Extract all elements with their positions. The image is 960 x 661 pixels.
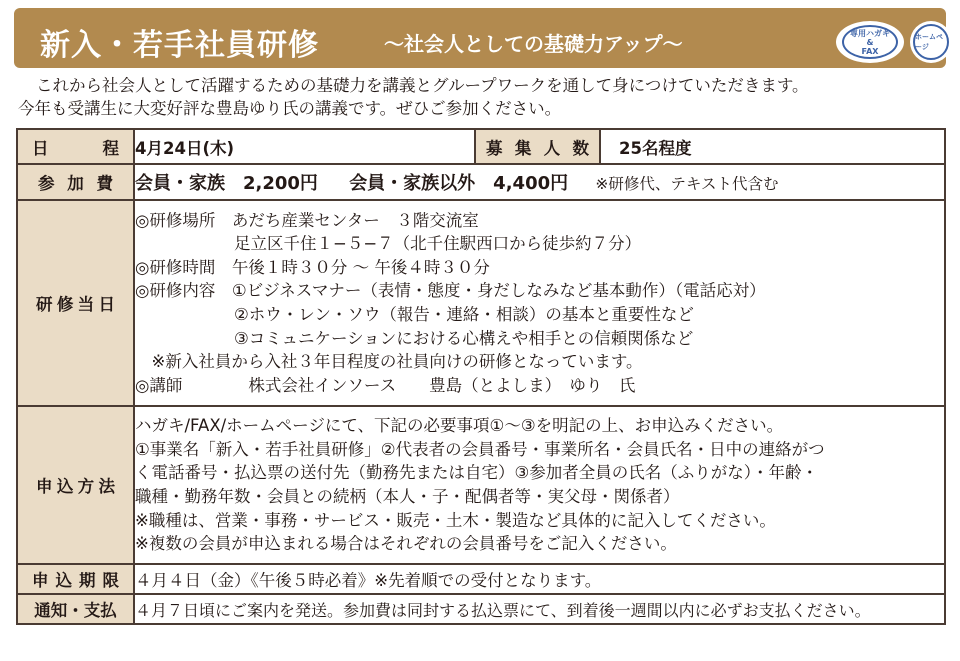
application-method-details — [134, 406, 945, 564]
capacity-value: 25名程度 — [600, 129, 945, 164]
intro-text — [18, 74, 948, 120]
table-row-deadline — [17, 564, 945, 594]
badge-fax-line: FAX — [861, 46, 879, 56]
deadline-value: ４月４日（金）《午後５時必着》※先着順での受付となります。 — [134, 564, 945, 594]
fee-member: 会員・家族 2,200円 — [135, 173, 318, 194]
detail-line: ハガキ/FAX/ホームページにて、下記の必要事項①〜③を明記の上、お申込みください。 — [135, 416, 784, 436]
table-row-application-method — [17, 406, 945, 564]
table-row-notice-payment — [17, 594, 945, 624]
detail-line: ※複数の会員が申込まれる場合はそれぞれの会員番号をご記入ください。 — [135, 534, 677, 554]
detail-line: ①事業名「新入・若手社員研修」②代表者の会員番号・事業所名・会員氏名・日中の連絡がつ — [135, 439, 825, 459]
label-fee: 参 加 費 — [17, 164, 134, 200]
label-deadline: 申 込 期 限 — [17, 564, 134, 594]
detail-line: ◎研修場所 あだち産業センター ３階交流室 — [135, 210, 479, 230]
page-subtitle: 〜社会人としての基礎力アップ〜 — [384, 32, 683, 56]
page-title: 新入・若手社員研修 — [40, 28, 319, 63]
fee-value — [134, 164, 945, 200]
fee-nonmember: 会員・家族以外 4,400円 — [349, 173, 569, 194]
seminar-day-details — [134, 200, 945, 406]
badge-hp-label: ホームページ — [913, 24, 949, 60]
detail-line: ③コミュニケーションにおける心構えや相手との信頼関係など — [135, 328, 694, 348]
table-row-fee — [17, 164, 945, 200]
table-row-seminar-day — [17, 200, 945, 406]
intro-line: これから社会人として活躍するための基礎力を講義とグループワークを通して身につけていただきます。 — [36, 76, 809, 95]
detail-line: 職種・勤務年数・会員との続柄（本人・子・配偶者等・実父母・関係者） — [135, 487, 680, 506]
detail-line: 足立区千住１−５−７（北千住駅西口から徒歩約７分） — [135, 234, 642, 254]
badge-fax-line: & — [866, 37, 874, 47]
detail-line: ②ホウ・レン・ソウ（報告・連絡・相談）の基本と重要性など — [135, 305, 694, 324]
detail-line: ※新入社員から入社３年目程度の社員向けの研修となっています。 — [135, 352, 643, 372]
date-value: 4月24日(木) — [134, 129, 475, 164]
title-banner — [14, 8, 946, 68]
detail-line: ◎研修内容 ①ビジネスマナー（表情・態度・身だしなみなど基本動作）（電話応対） — [135, 281, 766, 301]
detail-line: ◎講師 株式会社インソース 豊島（とよしま） ゆり 氏 — [135, 375, 636, 395]
notice-payment-value: ４月７日頃にご案内を発送。参加費は同封する払込票にて、到着後一週間以内に必ずお支払ください。 — [134, 594, 945, 624]
table-row-date — [17, 129, 945, 164]
homepage-badge — [910, 21, 952, 63]
detail-line: ◎研修時間 午後１時３０分 〜 午後４時３０分 — [135, 257, 490, 277]
detail-line: ※職種は、営業・事務・サービス・販売・土木・製造など具体的に記入してください。 — [135, 510, 776, 530]
postcard-fax-badge — [836, 21, 904, 63]
label-date: 日 程 — [17, 129, 134, 164]
detail-line: く電話番号・払込票の送付先（勤務先または自宅）③参加者全員の氏名（ふりがな）・年齢・ — [135, 463, 819, 483]
intro-line: 今年も受講生に大変好評な豊島ゆり氏の講義です。ぜひご参加ください。 — [18, 99, 562, 118]
fee-note: ※研修代、テキスト代含む — [595, 175, 779, 193]
label-seminar-day: 研 修 当 日 — [17, 200, 134, 406]
label-notice-payment: 通知・支払 — [17, 594, 134, 624]
label-application-method: 申 込 方 法 — [17, 406, 134, 564]
badge-fax-line: 専用ハガキ — [850, 28, 890, 38]
label-capacity: 募 集 人 数 — [475, 129, 600, 164]
seminar-info-table — [16, 128, 946, 625]
